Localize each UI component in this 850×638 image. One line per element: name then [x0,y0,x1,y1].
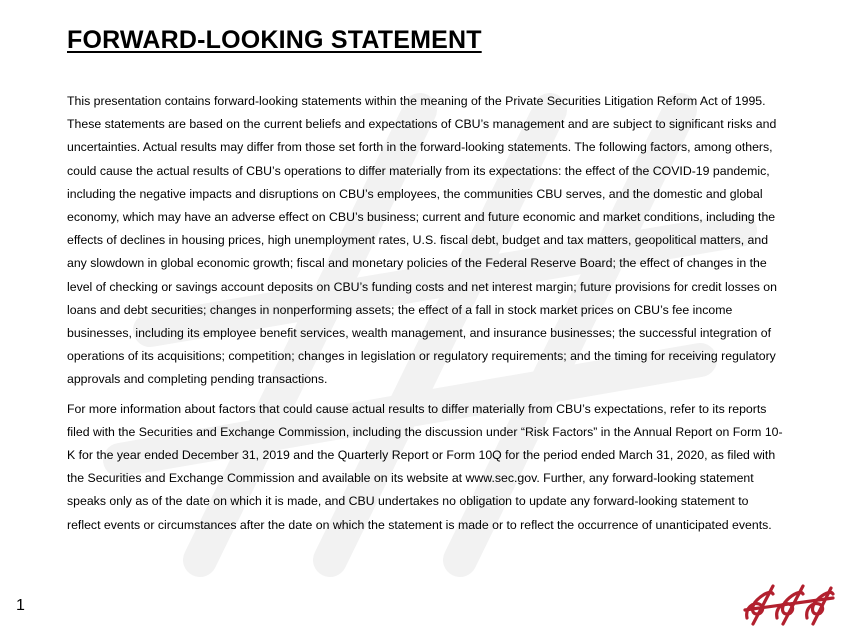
cbu-knot-logo-icon [743,580,835,628]
page-number: 1 [16,597,25,614]
statement-body [67,90,785,543]
slide-title: FORWARD-LOOKING STATEMENT [67,26,482,54]
statement-paragraph: This presentation contains forward-looking statements within the meaning of the Private Securities Litigation Reform Act of 1995. These statements are based on the current beliefs and expectations of CBU’s management and are subject to significant risks and uncertainties. Actual results may differ from those set forth in the forward-looking statements. The following factors, among others, could cause the actual results of CBU’s operations to differ materially from its expectations: the effect of the COVID-19 pandemic, including the negative impacts and disruptions on CBU’s employees, the communities CBU serves, and the domestic and global economy, which may have an adverse effect on CBU’s business; current and future economic and market conditions, including the effects of declines in housing prices, high unemployment rates, U.S. fiscal debt, budget and tax matters, geopolitical matters, and any slowdown in global economic growth; fiscal and monetary policies of the Federal Reserve Board; the effect of changes in the level of checking or savings account deposits on CBU’s funding costs and net interest margin; future provisions for credit losses on loans and debt securities; changes in nonperforming assets; the effect of a fall in stock market prices on CBU’s fee income businesses, including its employee benefit services, wealth management, and insurance businesses; the successful integration of operations of its acquisitions; competition; changes in legislation or regulatory requirements; and the timing for receiving regulatory approvals and completing pending transactions. [67,94,777,387]
statement-paragraph: For more information about factors that could cause actual results to differ materially from CBU’s expectations, refer to its reports filed with the Securities and Exchange Commission, including the discussion under “Risk Factors” in the Annual Report on Form 10-K for the year ended December 31, 2019 and the Quarterly Report or Form 10Q for the period ended March 31, 2020, as filed with the Securities and Exchange Commission and available on its website at www.sec.gov. Further, any forward-looking statement speaks only as of the date on which it is made, and CBU undertakes no obligation to update any forward-looking statement to reflect events or circumstances after the date on which the statement is made or to reflect the occurrence of unanticipated events. [67,401,783,532]
